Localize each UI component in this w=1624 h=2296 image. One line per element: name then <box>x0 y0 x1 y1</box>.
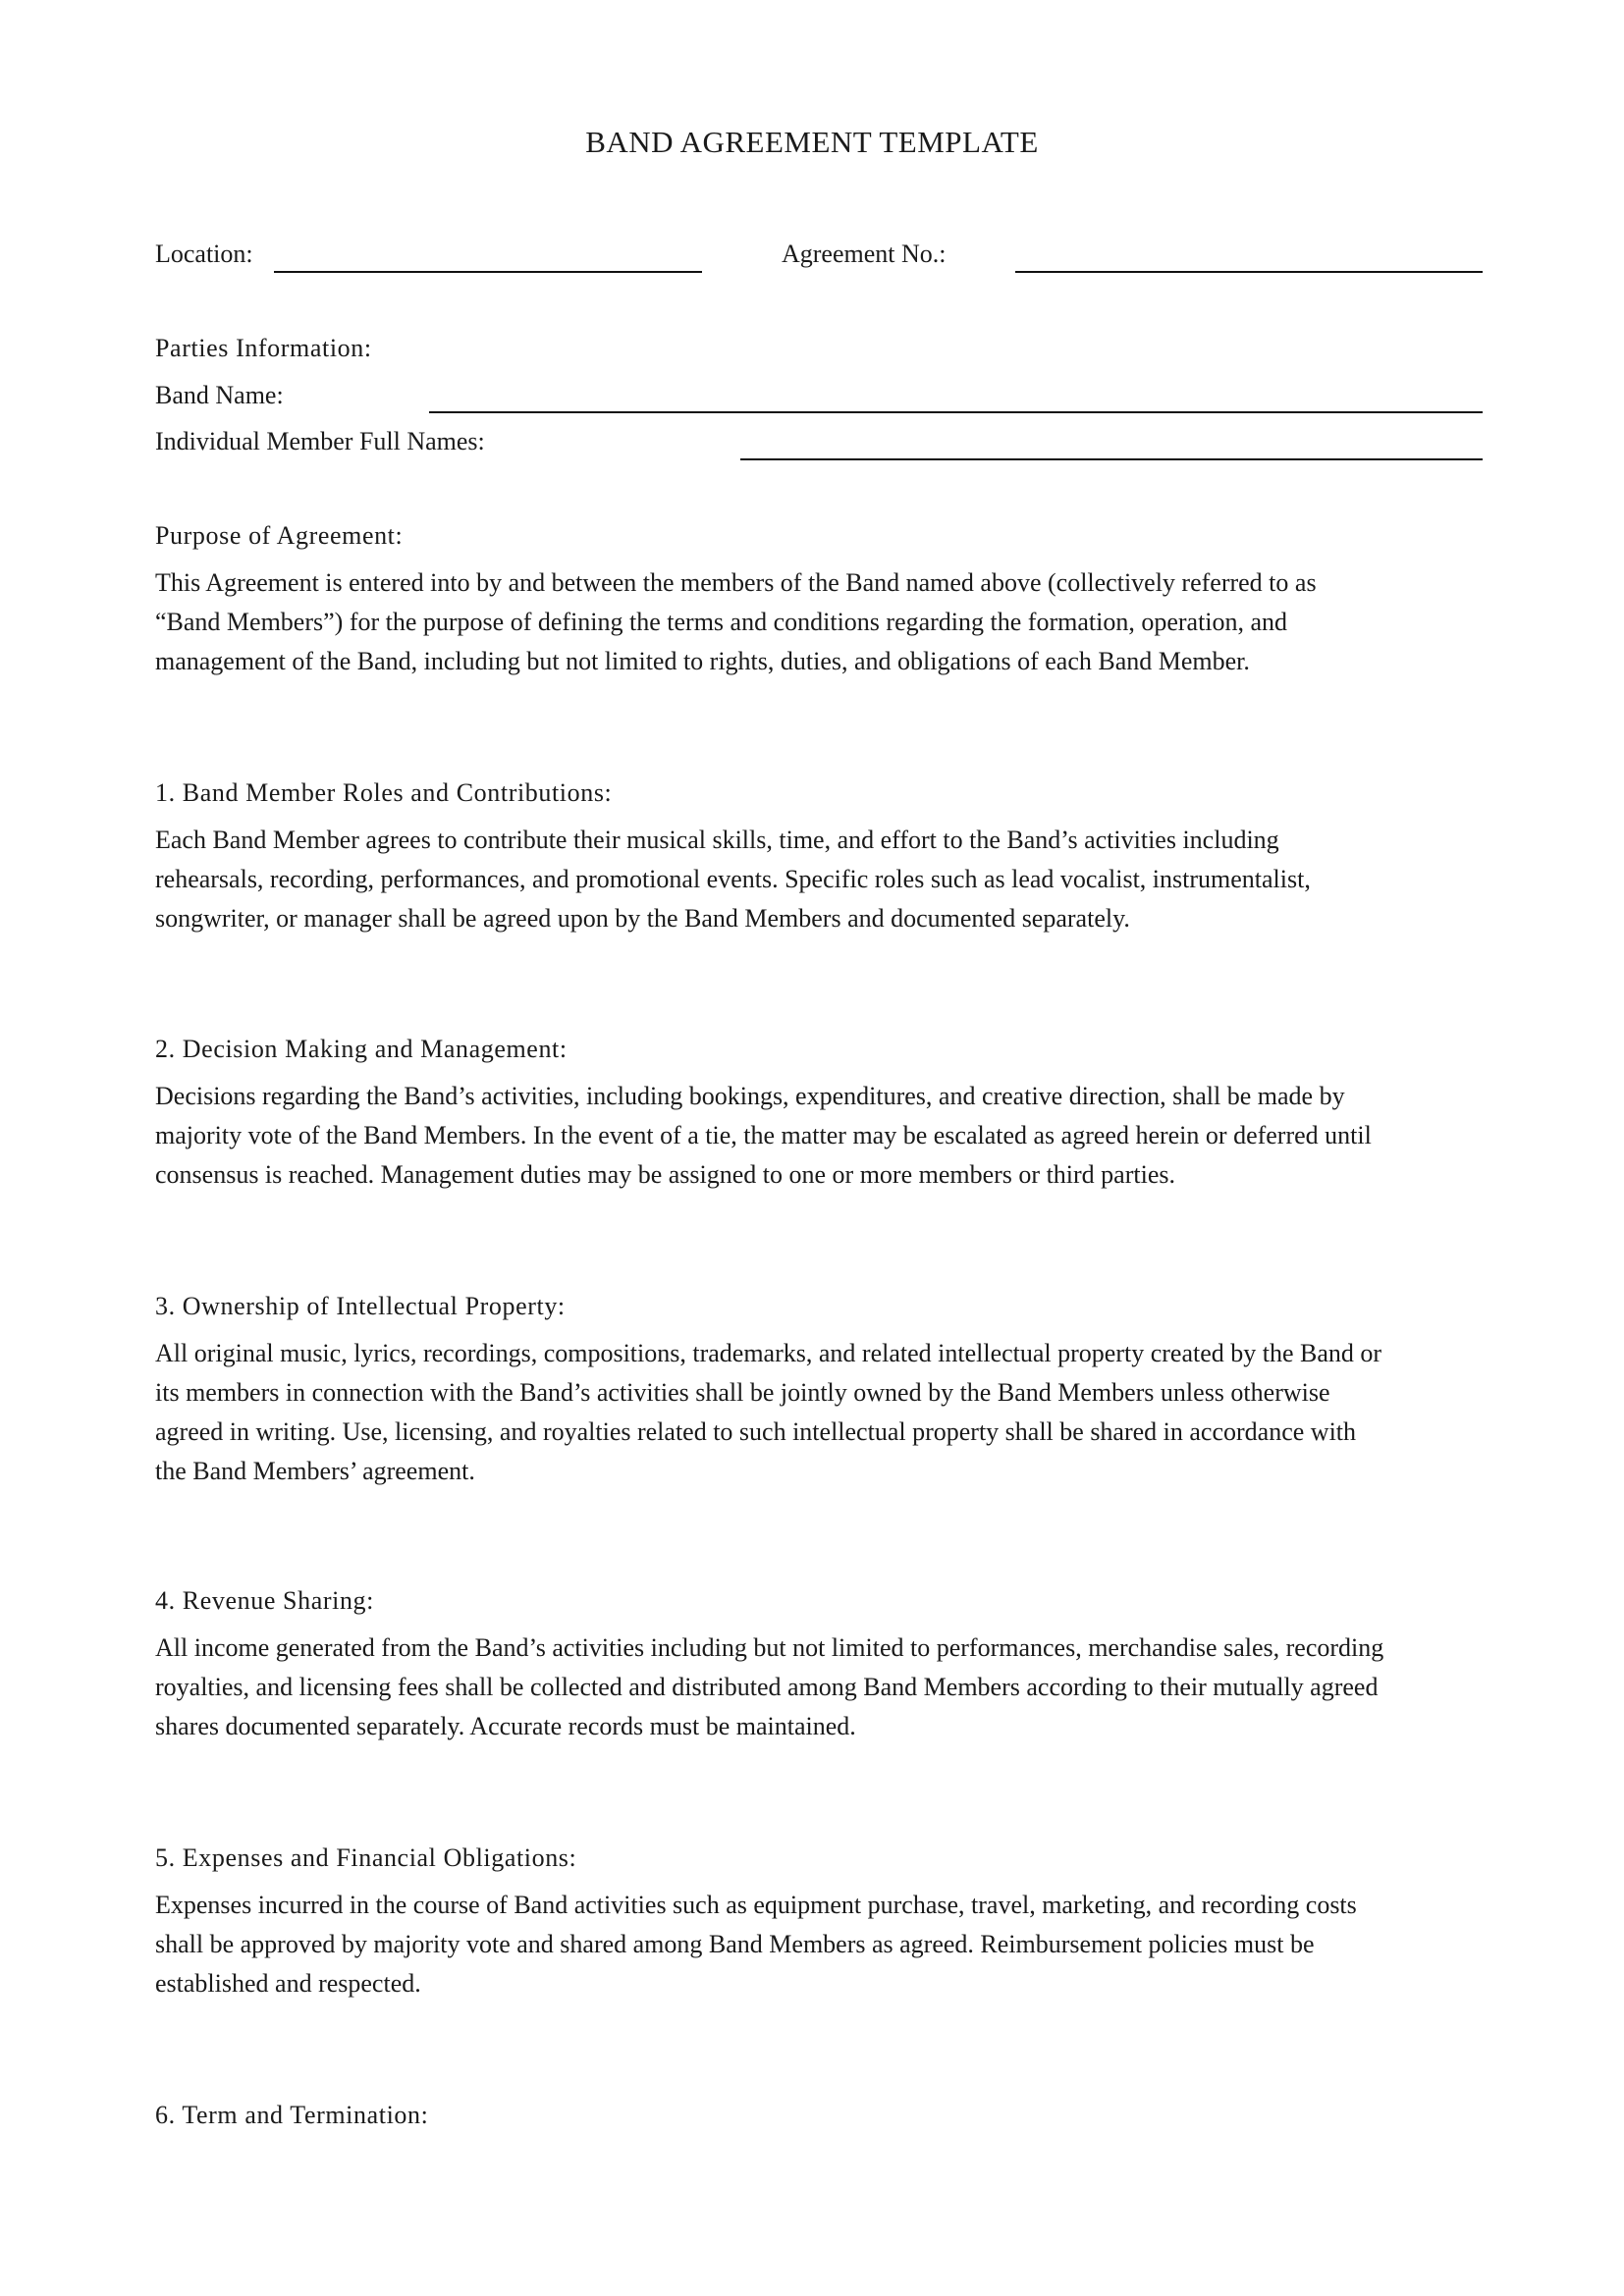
purpose-heading: Purpose of Agreement: <box>155 521 404 550</box>
paragraph-line: Each Band Member agrees to contribute their musical skills, time, and effort to the Band’s activities including <box>155 826 1279 854</box>
paragraph-line: majority vote of the Band Members. In the event of a tie, the matter may be escalated as agreed herein or deferred until <box>155 1121 1372 1149</box>
paragraph-line: management of the Band, including but not limited to rights, duties, and obligations of each Band Member. <box>155 647 1250 675</box>
paragraph-line: agreed in writing. Use, licensing, and royalties related to such intellectual property shall be shared in accordance with <box>155 1417 1357 1446</box>
paragraph-line: This Agreement is entered into by and between the members of the Band named above (collectively referred to as <box>155 568 1317 597</box>
paragraph-line: songwriter, or manager shall be agreed upon by the Band Members and documented separately. <box>155 904 1130 933</box>
paragraph-line: Expenses incurred in the course of Band activities such as equipment purchase, travel, marketing, and recording costs <box>155 1891 1357 1919</box>
section-4-paragraph <box>155 1629 1490 1746</box>
band-name-label: Band Name: <box>155 381 284 409</box>
paragraph-line: shares documented separately. Accurate records must be maintained. <box>155 1712 856 1740</box>
paragraph-line: consensus is reached. Management duties may be assigned to one or more members or third parties. <box>155 1160 1175 1189</box>
section-3-heading: 3. Ownership of Intellectual Property: <box>155 1292 566 1320</box>
paragraph-line: the Band Members’ agreement. <box>155 1457 475 1485</box>
paragraph-line: royalties, and licensing fees shall be collected and distributed among Band Members according to their mutually agreed <box>155 1673 1379 1701</box>
location-field[interactable] <box>274 271 702 273</box>
member-names-label: Individual Member Full Names: <box>155 427 485 455</box>
section-1-paragraph <box>155 821 1490 938</box>
paragraph-line: shall be approved by majority vote and shared among Band Members as agreed. Reimbursement policies must be <box>155 1930 1315 1958</box>
section-6-heading: 6. Term and Termination: <box>155 2101 429 2129</box>
location-label: Location: <box>155 240 253 268</box>
paragraph-line: rehearsals, recording, performances, and promotional events. Specific roles such as lead vocalist, instrumentalist, <box>155 865 1311 893</box>
section-1-heading: 1. Band Member Roles and Contributions: <box>155 778 613 807</box>
purpose-paragraph <box>155 563 1490 681</box>
section-2-heading: 2. Decision Making and Management: <box>155 1035 568 1063</box>
agreement-no-field[interactable] <box>1015 271 1483 273</box>
band-name-field[interactable] <box>429 411 1483 413</box>
section-5-paragraph <box>155 1886 1490 2003</box>
paragraph-line: its members in connection with the Band’s activities shall be jointly owned by the Band Members unless otherwise <box>155 1378 1330 1407</box>
agreement-no-label: Agreement No.: <box>782 240 947 268</box>
paragraph-line: Decisions regarding the Band’s activities, including bookings, expenditures, and creative direction, shall be made by <box>155 1082 1345 1110</box>
paragraph-line: “Band Members”) for the purpose of defining the terms and conditions regarding the formation, operation, and <box>155 608 1288 636</box>
section-5-heading: 5. Expenses and Financial Obligations: <box>155 1843 577 1872</box>
section-4-heading: 4. Revenue Sharing: <box>155 1586 374 1615</box>
paragraph-line: established and respected. <box>155 1969 421 1998</box>
parties-heading: Parties Information: <box>155 334 372 362</box>
section-3-paragraph <box>155 1334 1490 1491</box>
member-names-field[interactable] <box>740 458 1483 460</box>
document-title: BAND AGREEMENT TEMPLATE <box>585 125 1039 159</box>
paragraph-line: All income generated from the Band’s activities including but not limited to performances, merchandise sales, recording <box>155 1633 1384 1662</box>
paragraph-line: All original music, lyrics, recordings, compositions, trademarks, and related intellectual property created by the Band or <box>155 1339 1382 1367</box>
section-2-paragraph <box>155 1077 1490 1195</box>
